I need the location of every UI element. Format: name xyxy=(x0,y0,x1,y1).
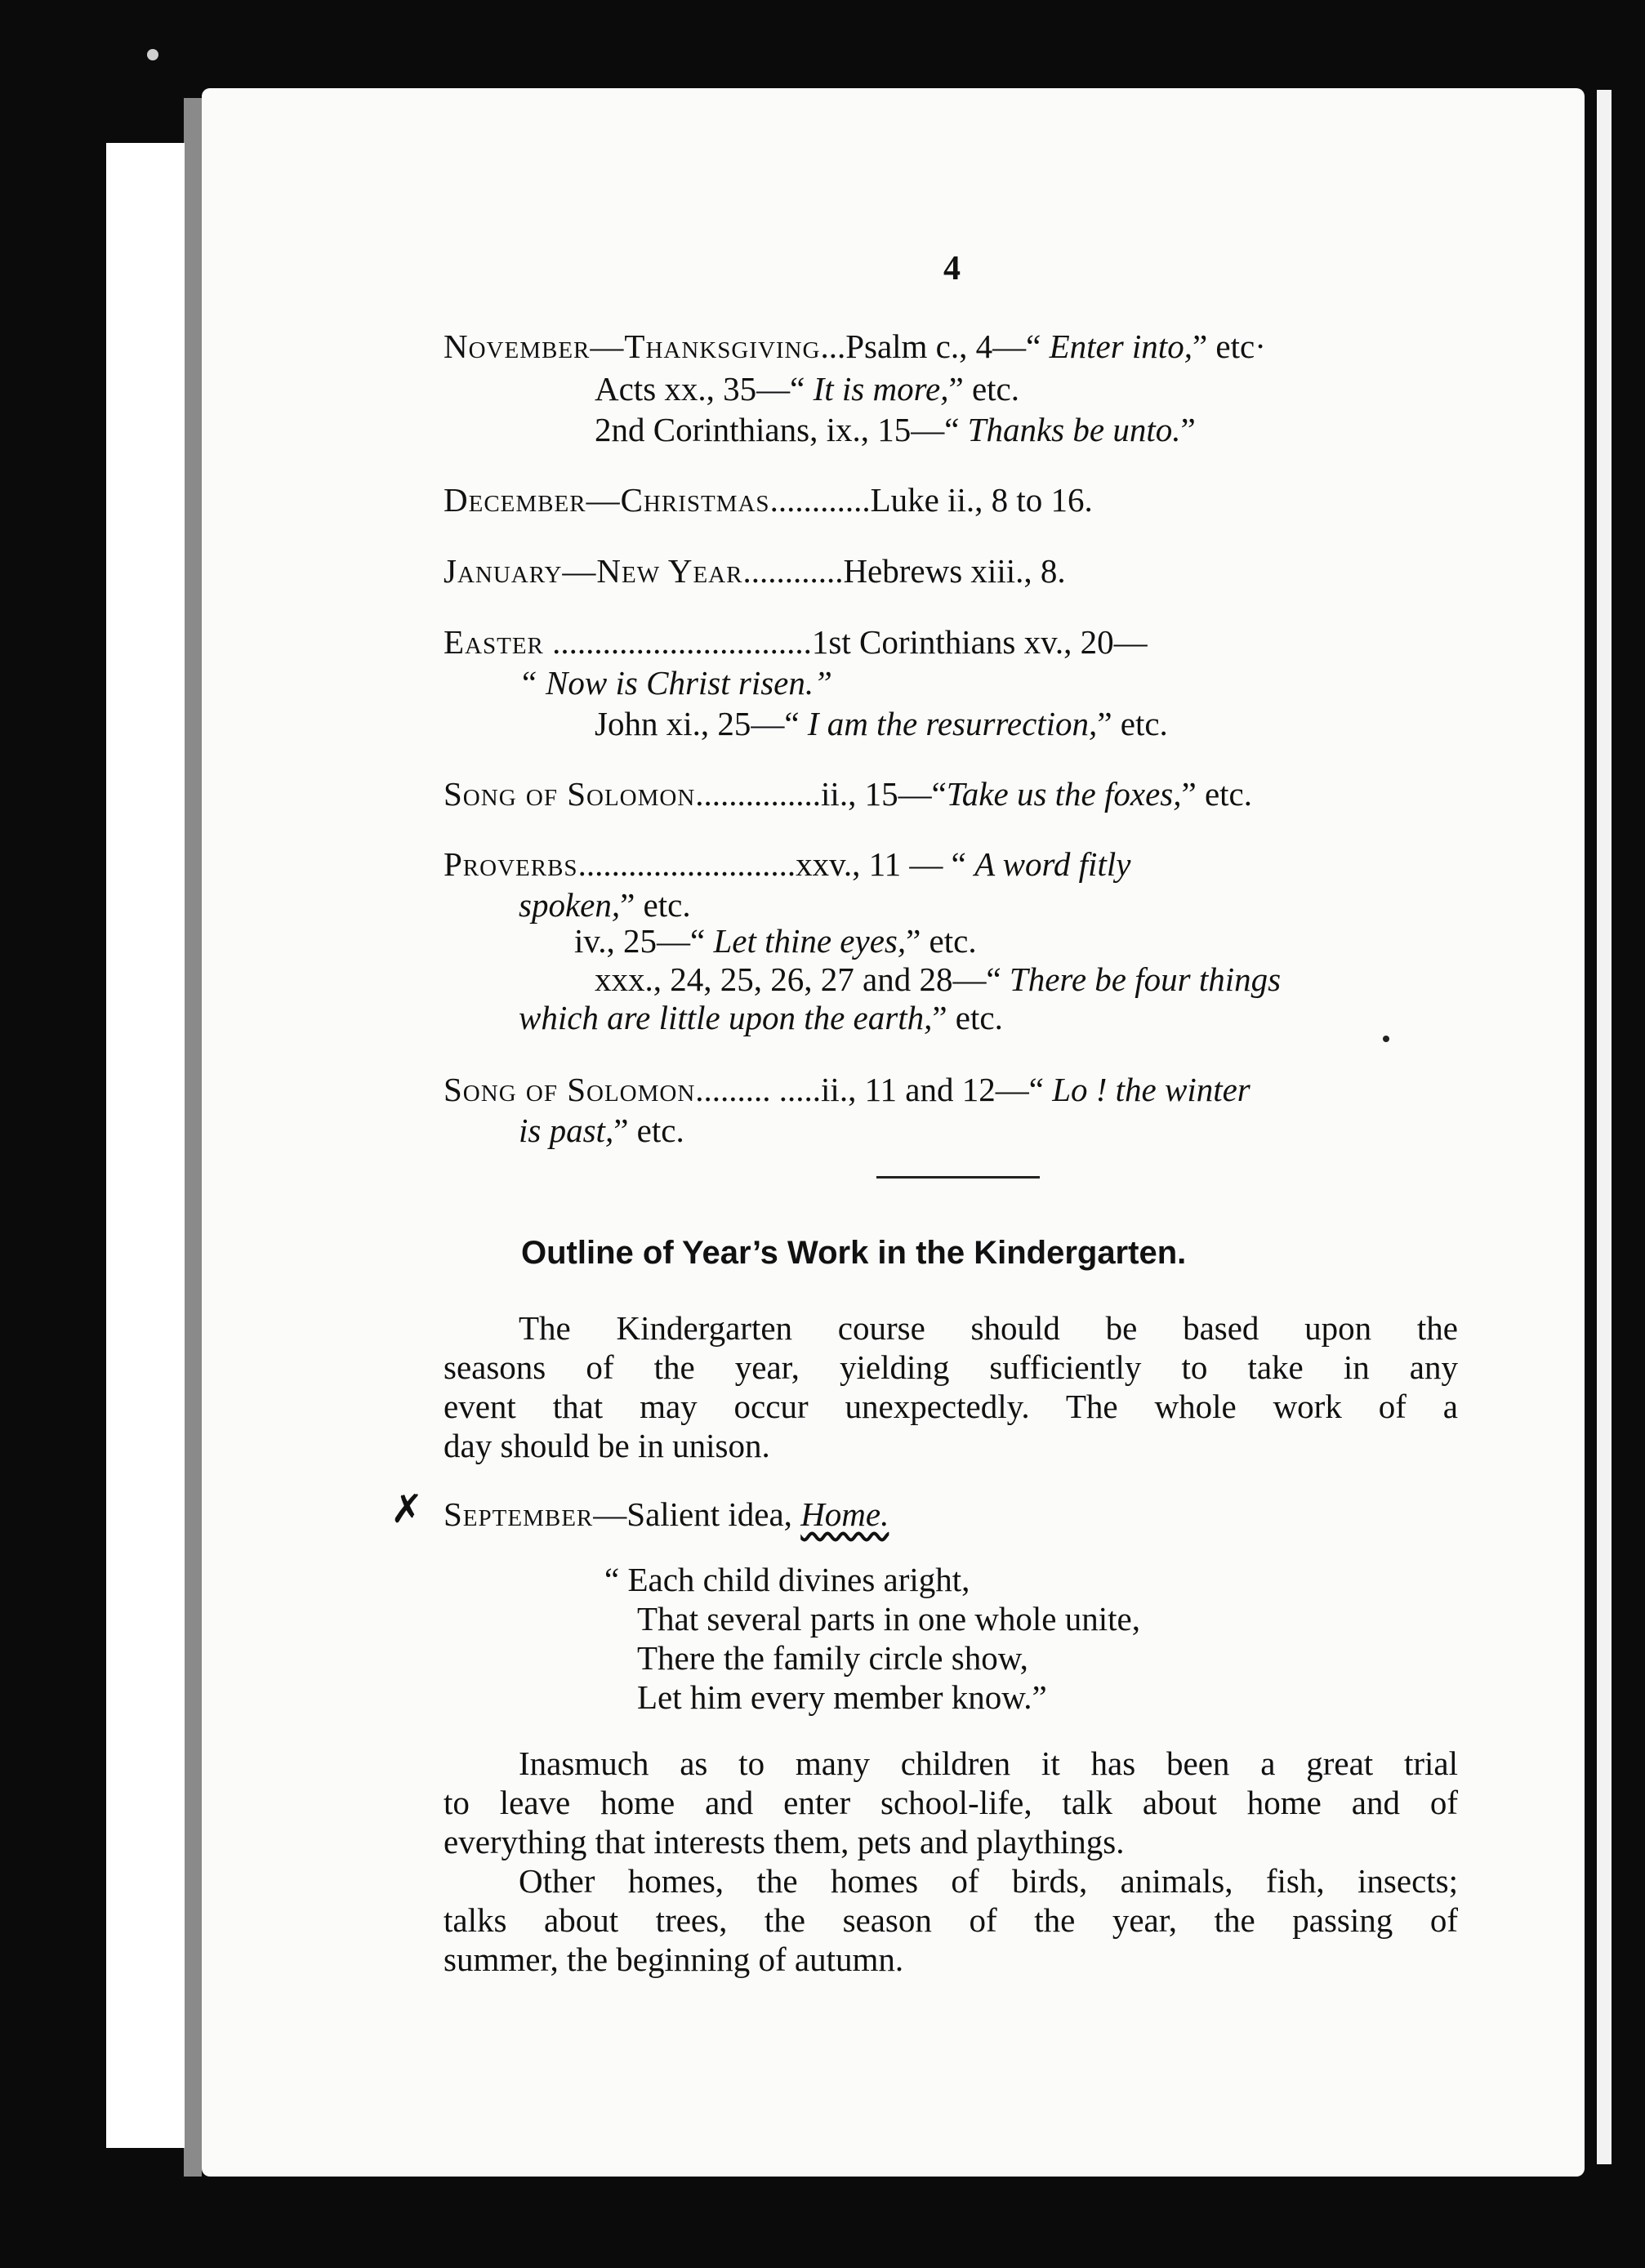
page-number: 4 xyxy=(943,250,961,287)
poem-line: There the family circle show, xyxy=(637,1639,1028,1677)
poem-line: That several parts in one whole unite, xyxy=(637,1600,1140,1638)
facing-page-edge xyxy=(1597,90,1612,2164)
poem-line: “ Each child divines aright, xyxy=(604,1561,970,1598)
salient-idea: Home. xyxy=(800,1495,889,1533)
entry-song-of-solomon-1 xyxy=(444,774,1252,813)
etc-text: ” etc. xyxy=(948,370,1019,408)
salient-idea-label: —Salient idea, xyxy=(593,1495,801,1533)
scripture-quote: Lo ! the winter xyxy=(1052,1071,1250,1108)
entry-heading: Song of Solomon xyxy=(444,775,696,813)
entry-easter xyxy=(444,622,1148,662)
entry-easter-line3 xyxy=(595,704,1168,743)
paragraph-line xyxy=(519,1861,1458,1900)
paragraph-line: summer, the beginning of autumn. xyxy=(444,1940,904,1978)
entry-easter-quote: “ Now is Christ risen.” xyxy=(519,664,832,702)
scripture-quote: It is more, xyxy=(813,370,949,408)
scripture-ref: xxx., 24, 25, 26, 27 and 28—“ xyxy=(595,960,1010,998)
entry-november-line3 xyxy=(595,410,1196,449)
etc-text: ” etc. xyxy=(620,886,691,924)
scripture-ref: Luke ii., 8 to 16. xyxy=(870,481,1093,519)
leader-dots: ............................... xyxy=(543,623,812,661)
entry-proverbs xyxy=(444,844,1130,884)
poem-line: Let him every member know.” xyxy=(637,1678,1047,1716)
intro-line xyxy=(444,1348,1458,1387)
handwritten-x-mark: ✗ xyxy=(390,1486,424,1532)
paragraph-line: everything that interests them, pets and playthings. xyxy=(444,1823,1125,1860)
entry-heading: January—New Year xyxy=(444,552,743,590)
entry-proverbs-line2 xyxy=(519,885,691,925)
scripture-ref: ii., 15—“ xyxy=(821,775,947,813)
etc-text: ” etc. xyxy=(613,1112,684,1149)
intro-line-text: event that may occur unexpectedly. The whole work of a xyxy=(444,1388,1458,1425)
scan-speck xyxy=(147,49,158,60)
etc-text: ” etc· xyxy=(1192,328,1266,365)
scripture-quote: spoken, xyxy=(519,886,621,924)
scripture-ref: iv., 25—“ xyxy=(574,922,714,960)
entry-heading: Proverbs xyxy=(444,845,578,883)
paragraph-line-text: to leave home and enter school-life, talk about home and of xyxy=(444,1784,1458,1821)
entry-song-of-solomon-2-line2 xyxy=(519,1111,684,1150)
scripture-quote: I am the resurrection, xyxy=(807,705,1098,742)
entry-proverbs-line5 xyxy=(519,998,1003,1037)
entry-december xyxy=(444,480,1093,519)
section-divider xyxy=(876,1176,1040,1179)
leader-dots: .......................... xyxy=(577,845,796,883)
entry-january xyxy=(444,551,1066,590)
etc-text: ” etc. xyxy=(932,999,1003,1036)
scripture-ref: John xi., 25—“ xyxy=(595,705,808,742)
intro-line-text: The Kindergarten course should be based upon the xyxy=(519,1309,1458,1347)
section-title: Outline of Year’s Work in the Kindergarten. xyxy=(521,1235,1187,1271)
entry-heading: December—Christmas xyxy=(444,481,770,519)
scripture-quote: is past, xyxy=(519,1112,614,1149)
scripture-ref: 1st Corinthians xv., 20— xyxy=(811,623,1148,661)
scripture-ref: ii., 11 and 12—“ xyxy=(821,1071,1053,1108)
book-spine xyxy=(106,143,185,2148)
entry-heading: September xyxy=(444,1495,594,1533)
leader-dots: ... xyxy=(820,328,846,365)
book-gutter-shadow xyxy=(184,98,202,2177)
scripture-quote: Thanks be unto. xyxy=(967,411,1181,448)
etc-text: ” etc. xyxy=(906,922,977,960)
scripture-ref: 2nd Corinthians, ix., 15—“ xyxy=(595,411,968,448)
paragraph-line xyxy=(519,1744,1458,1783)
entry-proverbs-line3 xyxy=(574,921,977,960)
scripture-quote: which are little upon the earth, xyxy=(519,999,933,1036)
paragraph-line-text: Other homes, the homes of birds, animals, fish, insects; xyxy=(519,1862,1458,1900)
leader-dots: ............ xyxy=(769,481,871,519)
scripture-ref: Hebrews xiii., 8. xyxy=(843,552,1066,590)
intro-line xyxy=(519,1308,1458,1348)
leader-dots: ............ xyxy=(742,552,844,590)
scripture-ref: Acts xx., 35—“ xyxy=(595,370,814,408)
entry-heading: Song of Solomon xyxy=(444,1071,696,1108)
entry-heading: Easter xyxy=(444,623,544,661)
etc-text: ” etc. xyxy=(1181,775,1252,813)
entry-september xyxy=(444,1495,889,1534)
intro-line-text: seasons of the year, yielding sufficiently to take in any xyxy=(444,1348,1458,1386)
etc-text: ” etc. xyxy=(1097,705,1168,742)
leader-dots: ......... ..... xyxy=(695,1071,822,1108)
paragraph-line xyxy=(444,1900,1458,1940)
ink-dot xyxy=(1383,1036,1389,1042)
paragraph-line xyxy=(444,1783,1458,1822)
scripture-quote: A word fitly xyxy=(974,845,1131,883)
intro-line xyxy=(444,1387,1458,1426)
paragraph-line-text: talks about trees, the season of the year, the passing of xyxy=(444,1901,1458,1939)
entry-november xyxy=(444,327,1266,366)
leader-dots: ............... xyxy=(695,775,822,813)
scripture-quote: There be four things xyxy=(1009,960,1282,998)
scripture-quote: Take us the foxes, xyxy=(946,775,1182,813)
entry-november-line2 xyxy=(595,369,1019,408)
paragraph-line-text: Inasmuch as to many children it has been a great trial xyxy=(519,1744,1458,1782)
intro-line: day should be in unison. xyxy=(444,1427,770,1464)
entry-heading: November—Thanksgiving xyxy=(444,328,821,365)
scripture-quote: Enter into, xyxy=(1049,328,1193,365)
entry-song-of-solomon-2 xyxy=(444,1070,1250,1109)
scripture-ref: Psalm c., 4—“ xyxy=(845,328,1050,365)
etc-text: ” xyxy=(1180,411,1196,448)
scripture-ref: xxv., 11 — “ xyxy=(796,845,975,883)
entry-proverbs-line4 xyxy=(595,960,1281,999)
scripture-quote: Let thine eyes, xyxy=(713,922,907,960)
